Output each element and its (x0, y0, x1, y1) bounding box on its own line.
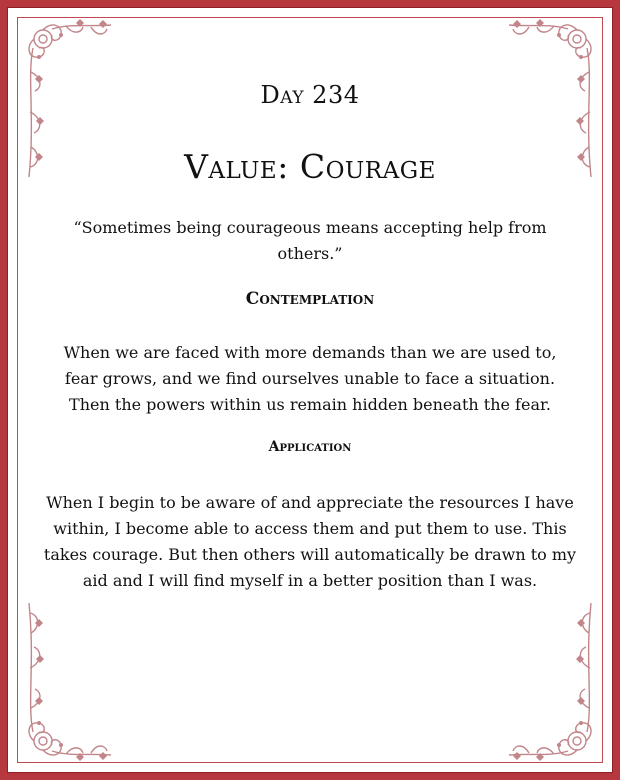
day-title: Day 234 (260, 81, 360, 109)
application-text: When I begin to be aware of and appreciate the resources I have within, I become able to access them and put them to use. This takes courage. But then others will automatically be drawn to my aid and I will find myself in a better position than I was. (43, 493, 577, 590)
quote-text: “Sometimes being courageous means accepting help from others.” (73, 218, 547, 263)
value-title: Value: Courage (184, 147, 436, 186)
floral-corner-bottom-left-icon (21, 593, 116, 763)
contemplation-heading: Contemplation (245, 289, 375, 309)
contemplation-text: When we are faced with more demands than we are used to, fear grows, and we find ourselves unable to face a situation. Then the powers within us remain hidden beneath the fear. (63, 343, 557, 414)
application-heading: Application (268, 439, 352, 455)
floral-corner-bottom-right-icon (504, 593, 599, 763)
